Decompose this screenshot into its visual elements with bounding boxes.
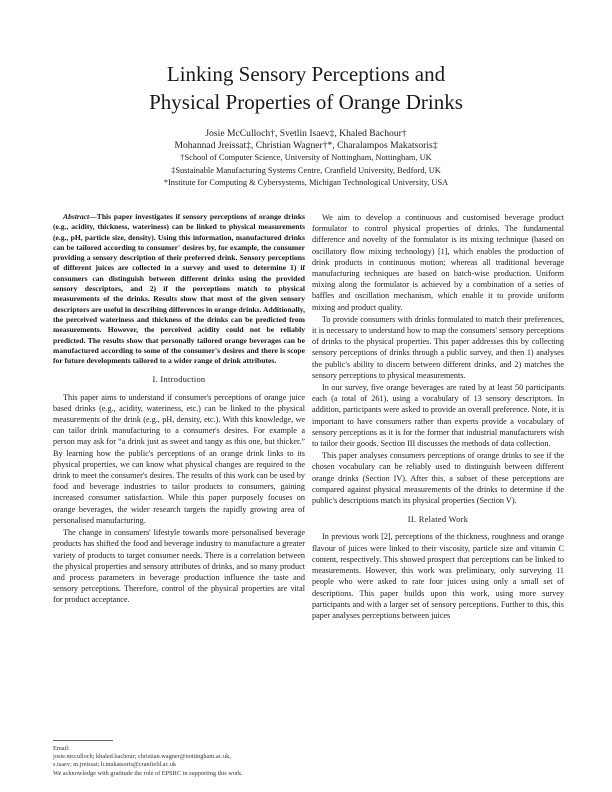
footnote [53, 745, 305, 778]
abstract [53, 212, 305, 366]
title-line-1: Linking Sensory Perceptions and [166, 62, 446, 86]
footnote-line-3: s.isaev; m.jreissat; h.makatsoris@cranfield.ac.uk [53, 761, 177, 769]
section-heading-introduction: I. Introduction [152, 375, 206, 385]
body-paragraph-2: To provide consumers with drinks formulated to match their preferences, it is necessary to understand how to map the consumers' sensory perceptions of drinks to the physical properties. This paper addresses this by collecting sensory perceptions of drinks through a public survey, and then 1) analyses the public's ability to discern between different drinks, and 2) matches the sensory perceptions to physical measurements. [312, 314, 564, 380]
affiliation-1: †School of Computer Science, University of Nottingham, Nottingham, UK [180, 153, 432, 163]
abstract-label: Abstract [63, 212, 90, 221]
footnote-line-1: Email: [53, 745, 70, 752]
author-line-1: Josie McCulloch†, Svetlin Isaev‡, Khaled Bachour† [205, 128, 407, 139]
intro-paragraph-2: The change in consumers' lifestyle towards more personalised beverage products has shifted the food and beverage industry to manufacture a greater variety of products to target consumer needs. There is a correlation between the physical properties and sensory attributes of drinks, and so many product and process parameters in beverage production influence the taste and sensory perceptions. Therefore, control of the physical properties are vital for product acceptance. [53, 528, 305, 605]
title-line-2: Physical Properties of Orange Drinks [149, 90, 463, 114]
affiliation-3: *Institute for Computing & Cybersystems, Michigan Technological University, USA [163, 177, 449, 187]
footnote-line-2: josie.mcculloch; khaled.bachour; christian.wagner@nottingham.ac.uk, [53, 753, 231, 761]
body-paragraph-1: We aim to develop a continuous and customised beverage product formulator to control physical properties of drinks. The fundamental difference and novelty of the formulator is its mixing technique (based on oscillatory flow mixing technology) [1], which enables the production of drink products in continuous motion; whereas all traditional beverage manufacturing techniques are based on batch-wise production. Uniform mixing along the formulator is achieved by a combination of a series of baffles and oscillation mechanism, which enable it to provide uniform mixing and product quality. [312, 213, 564, 312]
related-work-paragraph-1: In previous work [2], perceptions of the thickness, roughness and orange flavour of juices were linked to their viscosity, particle size and vitamin C content, respectively. This showed prospect that perceptions can be linked to measurements. However, this work was preliminary, only surveying 11 people who were asked to rate four juices using only a small set of descriptions. This paper builds upon this work, using more survey participants and with a larger set of sensory perceptions. Further to this, this paper analyses perceptions between juices [312, 532, 564, 620]
footnote-line-4: We acknowledge with gratitude the role of EPSRC in supporting this work. [53, 769, 243, 777]
footnote-divider [53, 740, 113, 741]
section-heading-related-work: II. Related Work [407, 515, 469, 525]
body-paragraph-4: This paper analyses consumers perceptions of orange drinks to see if the chosen vocabulary can be reliably used to distinguish between different orange drinks (Section IV). After this, a subset of these perceptions are compared against physical measurements of the drinks to determine if the public's descriptions match its physical properties (Section V). [312, 451, 564, 506]
abstract-text: —This paper investigates if sensory perceptions of orange drinks (e.g., acidity, thickness, wateriness) can be linked to physical measurements (e.g., pH, particle size, density). Using this information, manufactured drinks can be tailored according to consumer' desires by, for example, the consumer providing a sensory description of their preferred drink. Sensory perceptions of different juices are collected in a survey and used to determine 1) if consumers can distinguish between different drinks using the provided sensory descriptors, and 2) if the perceptions match to physical measurements of the drinks. Results show that most of the given sensory descriptors are useful in describing differences in orange drinks. Additionally, the perceived wateriness and thickness of the drinks can be predicted from measurements. However, the perceived acidity could not be reliably predicted. The results show that personally tailored orange beverages can be manufactured according to some of the consumer's desires and there is scope for future developments tailored to a wider range of drink attributes. [53, 212, 305, 366]
author-block [0, 128, 612, 189]
intro-paragraph-1: This paper aims to understand if consumer's perceptions of orange juice based drinks (e.g., acidity, wateriness, etc.) can be linked to the physical measurements of the drink (e.g., pH, density, etc.). With this knowledge, we can tailor drink manufacturing to a consumer's desires. For example a person may ask for “a drink just as sweet and tangy as this one, but thicker.” By learning how the public's perceptions of an orange drink links to its physical properties, we can know what physical changes are required to the drink to meet the consumer's desires. The results of this work can be used by food and beverage industries to tailor products to consumers, gaining increased consumer satisfaction. While this paper purposely focuses on orange beverages, the wider research targets the rapidly growing area of personalised manufacturing. [53, 392, 305, 525]
author-line-2: Mohannad Jreissat‡, Christian Wagner†*, Charalampos Makatsoris‡ [174, 140, 438, 152]
left-column [53, 212, 305, 607]
right-column [312, 212, 564, 622]
paper-title [0, 60, 612, 116]
body-paragraph-3: In our survey, five orange beverages are rated by at least 50 participants each (a total of 261), using a vocabulary of 13 sensory descriptors. In addition, participants were asked to provide an overall preference. Note, it is important to have consumers rather than experts provide a vocabulary of sensory perceptions as it is for the former that industrial manufacturers wish to tailor their goods. Section III discusses the methods of data collection. [312, 383, 564, 449]
affiliation-2: ‡Sustainable Manufacturing Systems Centre, Cranfield University, Bedford, UK [171, 165, 441, 175]
